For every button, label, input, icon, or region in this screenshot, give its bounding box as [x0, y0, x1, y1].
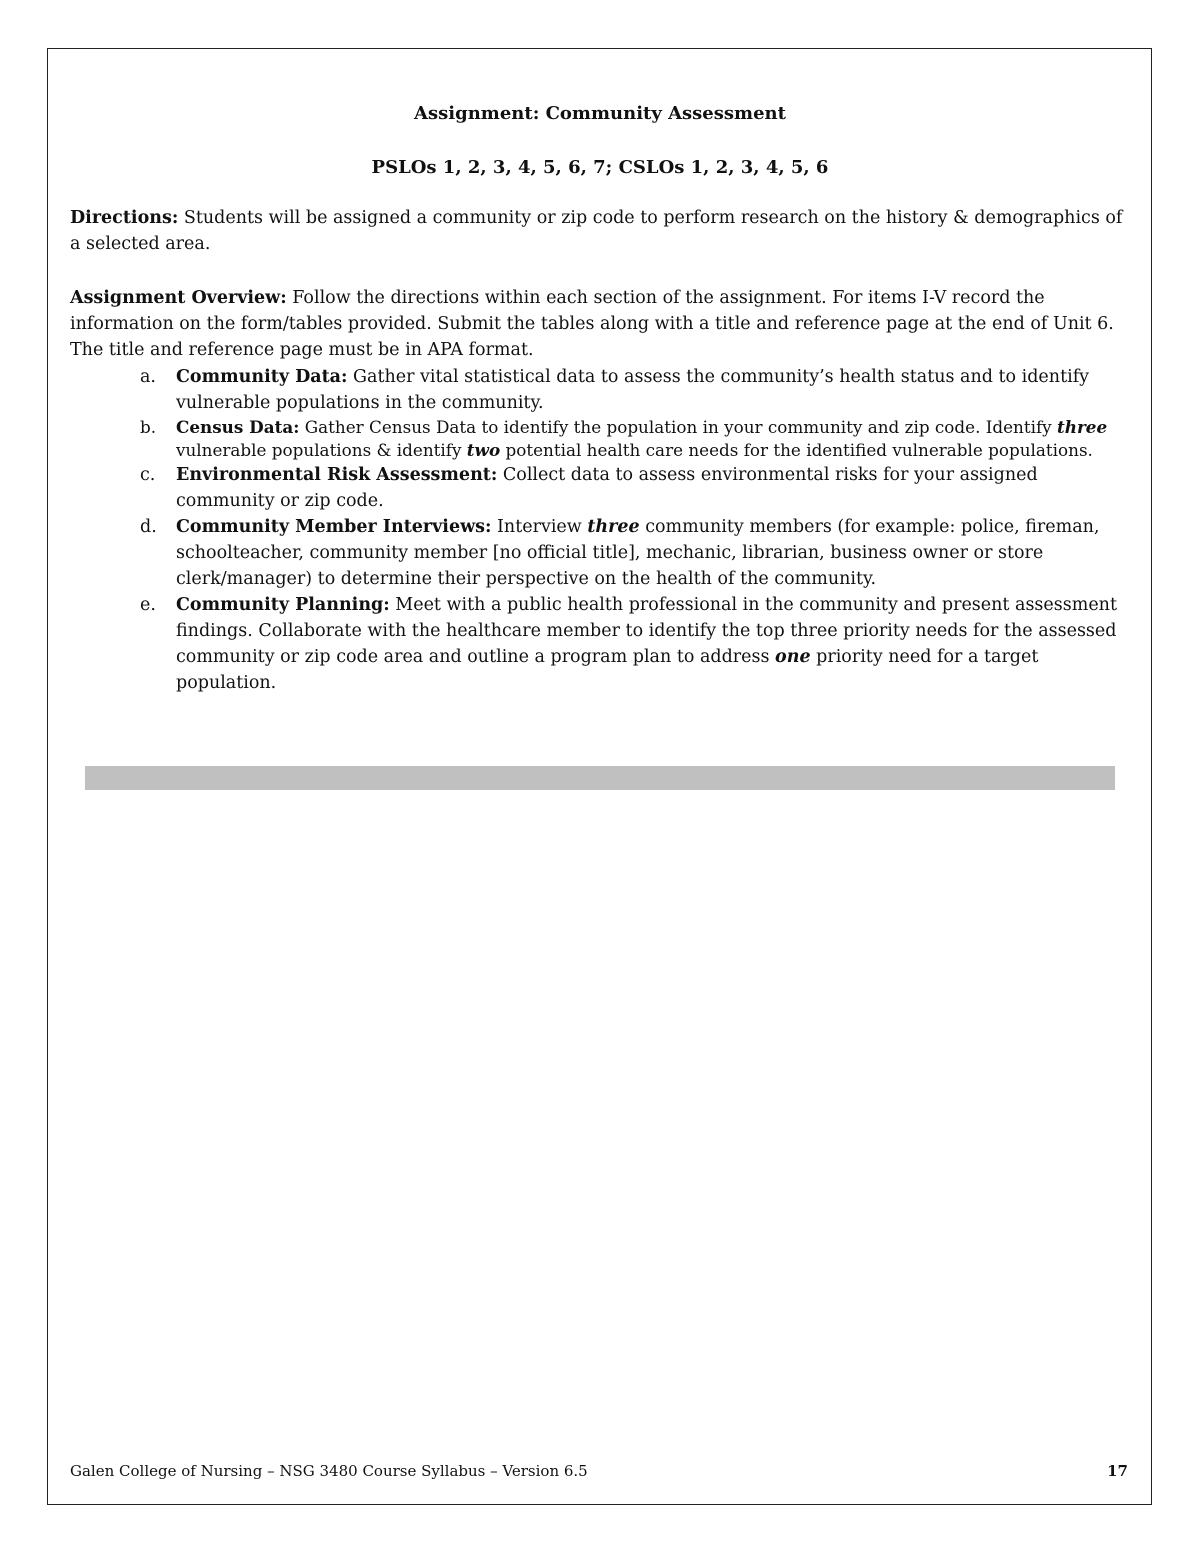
- item-text: Gather Census Data to identify the population in your community and zip code. Identify: [299, 417, 1057, 437]
- item-text: community members (for example: police, fireman, schoolteacher, community member [no official title], mechanic, librarian, business owner or store clerk/manager) to determine their perspective on the health of the community.: [176, 517, 1100, 589]
- overview-paragraph: [70, 285, 1130, 363]
- directions-label: Directions:: [70, 208, 179, 228]
- item-label: Community Data:: [176, 367, 348, 387]
- list-item-member-interviews: [0, 514, 1126, 592]
- item-label: Census Data:: [176, 417, 300, 437]
- directions-paragraph: [70, 205, 1130, 257]
- list-marker: c.: [140, 465, 156, 485]
- page-number: 17: [1107, 1462, 1128, 1480]
- item-text: priority need for a target population.: [176, 647, 1039, 693]
- item-text: potential health care needs for the identified vulnerable populations.: [500, 440, 1093, 460]
- learning-outcomes: PSLOs 1, 2, 3, 4, 5, 6, 7; CSLOs 1, 2, 3, 4, 5, 6: [371, 157, 829, 178]
- item-text: Gather vital statistical data to assess the community’s health status and to identify vulnerable populations in the community.: [176, 367, 1090, 413]
- item-text: vulnerable populations & identify: [176, 440, 467, 460]
- list-marker: d.: [140, 517, 157, 537]
- footer-text: Galen College of Nursing – NSG 3480 Course Syllabus – Version 6.5: [70, 1462, 588, 1480]
- section-divider-bar: [85, 766, 1115, 790]
- directions-text: Students will be assigned a community or zip code to perform research on the history & demographics of a selected area.: [70, 208, 1123, 254]
- list-marker: a.: [140, 367, 156, 387]
- item-emphasis: three: [587, 517, 640, 537]
- item-emphasis: two: [466, 440, 501, 460]
- item-label: Environmental Risk Assessment:: [176, 465, 498, 485]
- list-item-community-data: [0, 364, 1126, 416]
- assignment-items-list: [0, 364, 1200, 696]
- list-marker: e.: [140, 595, 156, 615]
- item-emphasis: three: [1057, 417, 1108, 437]
- item-text: Interview: [491, 517, 588, 537]
- item-label: Community Planning:: [176, 595, 390, 615]
- list-marker: b.: [140, 417, 157, 437]
- overview-text: Follow the directions within each section of the assignment. For items I-V record the information on the form/tables provided. Submit the tables along with a title and reference page at the end of Unit 6. The title and reference page must be in APA format.: [70, 288, 1114, 360]
- list-item-environmental-risk: [0, 462, 1126, 514]
- overview-label: Assignment Overview:: [70, 288, 287, 308]
- item-emphasis: one: [775, 647, 811, 667]
- item-text: Meet with a public health professional in the community and present assessment findings. Collaborate with the healthcare member to identify the top three priority needs for the assessed community or zip code area and outline a program plan to address: [176, 595, 1117, 667]
- item-text: Collect data to assess environmental risks for your assigned community or zip code.: [176, 465, 1038, 511]
- list-item-census-data: [0, 416, 1126, 462]
- list-item-community-planning: [0, 592, 1126, 696]
- assignment-title: Assignment: Community Assessment: [414, 103, 786, 124]
- item-label: Community Member Interviews:: [176, 517, 492, 537]
